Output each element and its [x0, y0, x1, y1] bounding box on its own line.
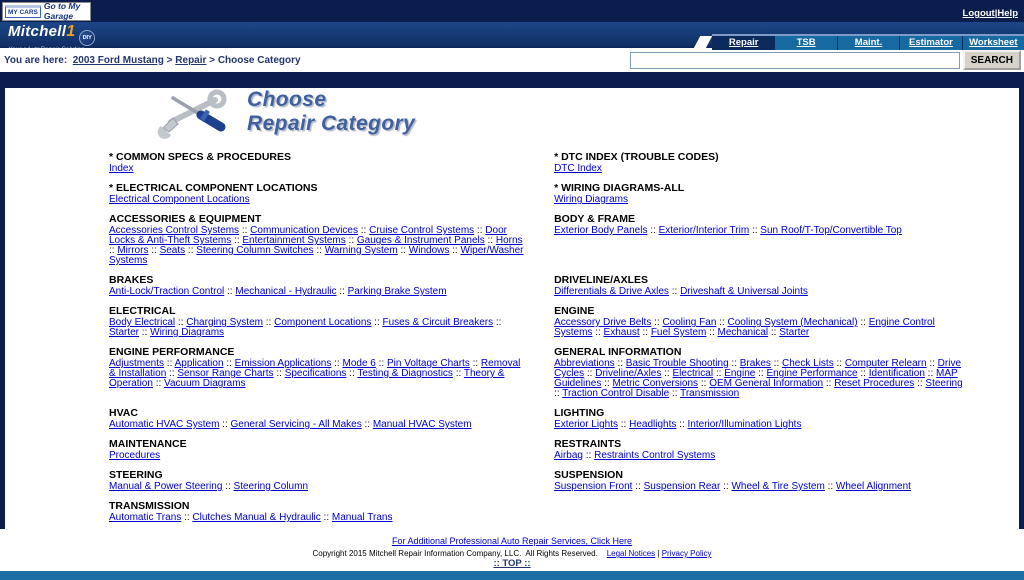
link-separator: ::: [823, 378, 835, 389]
category-section: [109, 214, 526, 266]
category-section: [109, 306, 526, 338]
category-link[interactable]: Body Electrical: [109, 317, 176, 328]
breadcrumb-item-2003-ford-mustang[interactable]: 2003 Ford Mustang: [72, 54, 164, 66]
category-section: [109, 183, 526, 205]
category-link[interactable]: Interior/Illumination Lights: [687, 419, 802, 430]
link-separator: ::: [582, 450, 595, 461]
category-links: [109, 451, 526, 461]
category-link[interactable]: Gauges & Instrument Panels: [356, 235, 485, 246]
category-link[interactable]: Exterior Body Panels: [554, 225, 648, 236]
link-separator: ::: [371, 317, 383, 328]
category-link[interactable]: Driveshaft & Universal Joints: [680, 286, 808, 297]
link-separator: ::: [181, 512, 193, 523]
category-section: [554, 183, 963, 205]
category-link[interactable]: Exterior/Interior Trim: [658, 225, 750, 236]
category-section: [109, 408, 526, 430]
category-link[interactable]: Restraints Control Systems: [594, 450, 716, 461]
category-section: [109, 152, 526, 174]
link-separator: ::: [618, 419, 630, 430]
category-link[interactable]: OEM General Information: [709, 378, 824, 389]
link-separator: ::: [728, 358, 740, 369]
category-link[interactable]: Clutches Manual & Hydraulic: [192, 512, 321, 523]
category-heading: DRIVELINE/AXLES: [554, 274, 649, 286]
brand-bar: [0, 22, 1024, 48]
tab-estimator[interactable]: Estimator: [899, 36, 961, 50]
link-separator: ::: [166, 368, 178, 379]
license-plate-icon: MY CARS: [5, 5, 41, 18]
category-heading: HVAC: [109, 407, 138, 419]
category-section: [554, 347, 963, 399]
category-link[interactable]: Wiring Diagrams: [554, 194, 628, 205]
category-link[interactable]: DTC Index: [554, 163, 602, 174]
category-links: [109, 195, 526, 205]
category-link[interactable]: Adjustments: [109, 358, 165, 369]
category-link[interactable]: Suspension Front: [554, 481, 633, 492]
category-heading: TRANSMISSION: [109, 500, 190, 512]
category-link[interactable]: Sun Roof/T-Top/Convertible Top: [760, 225, 902, 236]
category-section: [554, 408, 963, 430]
category-link[interactable]: Drive Cycles: [554, 358, 962, 379]
link-separator: ::: [484, 235, 496, 246]
category-heading: * COMMON SPECS & PROCEDURES: [109, 151, 292, 163]
link-separator: ::: [320, 512, 332, 523]
category-heading: ACCESSORIES & EQUIPMENT: [109, 213, 262, 225]
category-link[interactable]: Transmission: [680, 388, 740, 399]
category-link[interactable]: Starter: [109, 327, 140, 338]
link-separator: ::: [474, 225, 486, 236]
link-separator: ::: [273, 368, 285, 379]
link-separator: ::: [219, 419, 231, 430]
category-link[interactable]: Index: [109, 163, 134, 174]
category-link[interactable]: Accessories Control Systems: [109, 225, 240, 236]
category-link[interactable]: Reset Procedures: [834, 378, 915, 389]
go-to-my-garage-button[interactable]: [2, 2, 91, 21]
professional-services-link[interactable]: For Additional Professional Auto Repair Services, Click Here: [391, 536, 633, 546]
link-separator: ::: [614, 358, 626, 369]
link-separator: ::: [647, 225, 659, 236]
link-separator: ::: [768, 327, 780, 338]
category-section: [554, 439, 963, 461]
category-link[interactable]: Communication Devices: [250, 225, 358, 236]
category-section: [554, 470, 963, 492]
category-link[interactable]: Emission Applications: [234, 358, 332, 369]
breadcrumb-item-choose-category: Choose Category: [217, 54, 301, 66]
category-link[interactable]: Steering: [925, 378, 963, 389]
category-grid: [109, 152, 963, 523]
category-link[interactable]: Vacuum Diagrams: [164, 378, 246, 389]
category-link[interactable]: Mechanical - Hydraulic: [235, 286, 337, 297]
breadcrumb-separator: >: [163, 54, 176, 66]
legal-notices-link[interactable]: Legal Notices: [606, 549, 656, 558]
category-link[interactable]: Mirrors: [117, 245, 149, 256]
category-link[interactable]: Sensor Range Charts: [177, 368, 274, 379]
category-links: [109, 164, 526, 174]
category-links: [554, 287, 963, 297]
category-link[interactable]: Cooling System (Mechanical): [727, 317, 858, 328]
category-links: [554, 164, 963, 174]
link-separator: ::: [770, 358, 783, 369]
page-title-line2: Repair Category: [247, 112, 416, 135]
category-heading: LIGHTING: [554, 407, 605, 419]
link-separator: ::: [661, 368, 673, 379]
category-link[interactable]: Electrical: [672, 368, 714, 379]
category-link[interactable]: Steering Column Switches: [196, 245, 314, 256]
category-link[interactable]: Brakes: [739, 358, 771, 369]
category-link[interactable]: Basic Trouble Shooting: [625, 358, 729, 369]
category-link[interactable]: Specifications: [284, 368, 347, 379]
category-link[interactable]: Warning System: [324, 245, 398, 256]
category-link[interactable]: Anti-Lock/Traction Control: [109, 286, 225, 297]
category-heading: BODY & FRAME: [554, 213, 635, 225]
category-section: [554, 214, 963, 266]
category-heading: ENGINE: [554, 305, 595, 317]
category-link[interactable]: Door Locks & Anti-Theft Systems: [109, 225, 507, 246]
link-separator: ::: [749, 225, 761, 236]
breadcrumb-separator: >: [206, 54, 218, 66]
category-link[interactable]: Engine Performance: [766, 368, 858, 379]
category-link[interactable]: Windows: [408, 245, 450, 256]
breadcrumb-bar: [0, 48, 1024, 72]
category-link[interactable]: Engine Control Systems: [554, 317, 935, 338]
link-separator: ::: [926, 358, 938, 369]
category-links: [554, 359, 963, 399]
link-separator: ::: [175, 317, 187, 328]
logout-link[interactable]: Logout: [962, 8, 995, 19]
category-link[interactable]: Starter: [779, 327, 810, 338]
category-section: [109, 501, 526, 523]
category-section: [109, 275, 526, 297]
link-separator: ::: [397, 245, 409, 256]
category-heading: RESTRAINTS: [554, 438, 622, 450]
footer-link-divider: |: [655, 549, 662, 558]
link-separator: ::: [449, 245, 461, 256]
search-input[interactable]: [630, 52, 960, 69]
link-separator: ::: [592, 327, 604, 338]
link-separator: ::: [857, 368, 869, 379]
link-separator: ::: [375, 358, 387, 369]
link-separator: ::: [231, 235, 243, 246]
category-links: [554, 318, 963, 338]
link-separator: ::: [239, 225, 251, 236]
category-link[interactable]: General Servicing - All Makes: [230, 419, 362, 430]
category-link[interactable]: Mode 6: [342, 358, 376, 369]
copyright-text: Copyright 2015 Mitchell Repair Information Company, LLC. All Rights Reserved.: [312, 549, 607, 558]
link-separator: ::: [262, 317, 275, 328]
category-links: [554, 451, 963, 461]
category-heading: STEERING: [109, 469, 163, 481]
category-link[interactable]: Identification: [868, 368, 925, 379]
link-separator: ::: [223, 358, 235, 369]
link-separator: ::: [554, 388, 563, 399]
category-link[interactable]: Fuel System: [650, 327, 707, 338]
category-link[interactable]: Pin Voltage Charts: [386, 358, 470, 369]
category-link[interactable]: Removal & Installation: [109, 358, 521, 379]
link-separator: ::: [755, 368, 767, 379]
category-link[interactable]: Seats: [159, 245, 186, 256]
category-link[interactable]: Steering Column: [233, 481, 309, 492]
category-link[interactable]: Theory & Operation: [109, 368, 505, 389]
crossed-tools-icon: [157, 88, 231, 136]
category-link[interactable]: Parking Brake System: [347, 286, 447, 297]
category-link[interactable]: Metric Conversions: [612, 378, 699, 389]
link-separator: ::: [698, 378, 710, 389]
link-separator: ::: [651, 317, 663, 328]
link-separator: ::: [924, 368, 937, 379]
link-separator: ::: [676, 419, 688, 430]
category-link[interactable]: Wheel Alignment: [835, 481, 911, 492]
link-separator: ::: [639, 327, 651, 338]
category-heading: BRAKES: [109, 274, 154, 286]
link-separator: ::: [224, 286, 236, 297]
link-separator: ::: [148, 245, 160, 256]
link-separator: ::: [336, 286, 348, 297]
category-link[interactable]: Wiper/Washer Systems: [109, 245, 524, 266]
link-separator: ::: [668, 286, 681, 297]
link-separator: ::: [109, 245, 118, 256]
category-link[interactable]: Electrical Component Locations: [109, 194, 250, 205]
page-title-block: [157, 88, 1019, 136]
link-separator: ::: [222, 481, 234, 492]
category-link[interactable]: Cruise Control Systems: [369, 225, 475, 236]
category-link[interactable]: Cooling Fan: [662, 317, 717, 328]
category-links: [109, 513, 526, 523]
link-divider: |: [994, 8, 998, 19]
link-separator: ::: [358, 225, 370, 236]
category-links: [554, 226, 963, 236]
category-link[interactable]: Manual & Power Steering: [109, 481, 223, 492]
category-links: [554, 420, 963, 430]
link-separator: ::: [345, 235, 357, 246]
link-separator: ::: [584, 368, 596, 379]
category-link[interactable]: Charging System: [186, 317, 263, 328]
page-title: [247, 88, 415, 135]
link-separator: ::: [331, 358, 343, 369]
main-area: [0, 72, 1024, 529]
category-link[interactable]: Manual Trans: [331, 512, 393, 523]
brand-name: Mitchell: [8, 23, 67, 40]
category-link[interactable]: Check Lists: [782, 358, 834, 369]
category-heading: ENGINE PERFORMANCE: [109, 346, 235, 358]
page-title-line1: Choose: [247, 88, 327, 112]
link-separator: ::: [833, 358, 845, 369]
link-separator: ::: [601, 378, 613, 389]
category-section: [109, 347, 526, 399]
link-separator: ::: [706, 327, 718, 338]
category-link[interactable]: Wiring Diagrams: [150, 327, 225, 338]
category-link[interactable]: Component Locations: [274, 317, 372, 328]
category-links: [109, 420, 526, 430]
category-heading: SUSPENSION: [554, 469, 623, 481]
category-links: [554, 482, 963, 492]
category-link[interactable]: Engine: [724, 368, 756, 379]
link-separator: ::: [493, 317, 502, 328]
category-links: [109, 287, 526, 297]
category-link[interactable]: Entertainment Systems: [242, 235, 346, 246]
footer: [0, 529, 1024, 571]
category-links: [109, 482, 526, 492]
garage-button-label: Go to My Garage: [43, 1, 81, 21]
tab-worksheet[interactable]: Worksheet: [962, 36, 1024, 50]
link-separator: ::: [185, 245, 197, 256]
category-link[interactable]: Airbag: [554, 450, 583, 461]
search-button[interactable]: SEARCH: [963, 50, 1021, 70]
breadcrumb: [73, 55, 301, 66]
category-link[interactable]: Accessory Drive Belts: [554, 317, 652, 328]
category-link[interactable]: Mechanical: [717, 327, 769, 338]
category-link[interactable]: Traction Control Disable: [562, 388, 670, 399]
category-heading: ELECTRICAL: [109, 305, 176, 317]
breadcrumb-item-repair[interactable]: Repair: [175, 54, 207, 66]
category-heading: * WIRING DIAGRAMS-ALL: [554, 182, 685, 194]
category-link[interactable]: Testing & Diagnostics: [357, 368, 453, 379]
category-heading: * DTC INDEX (TROUBLE CODES): [554, 151, 719, 163]
link-separator: ::: [857, 317, 869, 328]
category-section: [554, 306, 963, 338]
link-separator: ::: [452, 368, 464, 379]
category-link[interactable]: Headlights: [629, 419, 677, 430]
link-separator: ::: [632, 481, 644, 492]
tab-repair[interactable]: Repair: [712, 36, 774, 50]
help-link[interactable]: Help: [997, 8, 1018, 19]
link-separator: ::: [720, 481, 732, 492]
category-link[interactable]: Application: [174, 358, 224, 369]
search-area: [630, 50, 1021, 70]
link-separator: ::: [669, 388, 681, 399]
link-separator: ::: [361, 419, 373, 430]
category-link[interactable]: Computer Relearn: [844, 358, 927, 369]
category-link[interactable]: Horns: [495, 235, 523, 246]
category-section: [109, 470, 526, 492]
content-panel: [5, 88, 1019, 533]
link-separator: ::: [914, 378, 926, 389]
link-separator: ::: [313, 245, 325, 256]
back-to-top-link[interactable]: :: TOP ::: [493, 558, 531, 569]
diy-badge-icon: DIY: [79, 30, 95, 46]
breadcrumb-prefix: You are here:: [4, 54, 73, 66]
bottom-accent-bar: [0, 571, 1024, 580]
category-heading: MAINTENANCE: [109, 438, 187, 450]
category-heading: GENERAL INFORMATION: [554, 346, 682, 358]
category-section: [554, 275, 963, 297]
category-links: [554, 195, 963, 205]
link-separator: ::: [824, 481, 836, 492]
category-links: [109, 318, 526, 338]
category-link[interactable]: MAP Guidelines: [554, 368, 958, 389]
tab-tsb[interactable]: TSB: [774, 36, 836, 50]
category-link[interactable]: Abbreviations: [554, 358, 615, 369]
brand-one: 1: [66, 23, 76, 40]
tab-maint[interactable]: Maint.: [837, 36, 899, 50]
category-links: [109, 226, 526, 266]
category-link[interactable]: Procedures: [109, 450, 161, 461]
category-section: [554, 152, 963, 174]
category-link[interactable]: Exterior Lights: [554, 419, 618, 430]
link-separator: ::: [713, 368, 725, 379]
category-link[interactable]: Fuses & Circuit Breakers: [382, 317, 494, 328]
link-separator: ::: [139, 327, 151, 338]
link-separator: ::: [346, 368, 358, 379]
category-section: [554, 501, 963, 523]
privacy-policy-link[interactable]: Privacy Policy: [661, 549, 712, 558]
tab-strip: [712, 34, 1024, 50]
category-section: [109, 439, 526, 461]
category-link[interactable]: Automatic Trans: [109, 512, 182, 523]
category-heading: * ELECTRICAL COMPONENT LOCATIONS: [109, 182, 318, 194]
category-link[interactable]: Manual HVAC System: [372, 419, 472, 430]
category-link[interactable]: Suspension Rear: [643, 481, 721, 492]
category-links: [109, 359, 526, 389]
category-link[interactable]: Automatic HVAC System: [109, 419, 220, 430]
link-separator: ::: [164, 358, 175, 369]
link-separator: ::: [716, 317, 728, 328]
link-separator: ::: [469, 358, 481, 369]
category-link[interactable]: Wheel & Tire System: [731, 481, 825, 492]
category-link[interactable]: Differentials & Drive Axles: [554, 286, 669, 297]
link-separator: ::: [152, 378, 165, 389]
category-link[interactable]: Driveline/Axles: [595, 368, 662, 379]
category-link[interactable]: Exhaust: [603, 327, 640, 338]
top-bar: [0, 0, 1024, 22]
